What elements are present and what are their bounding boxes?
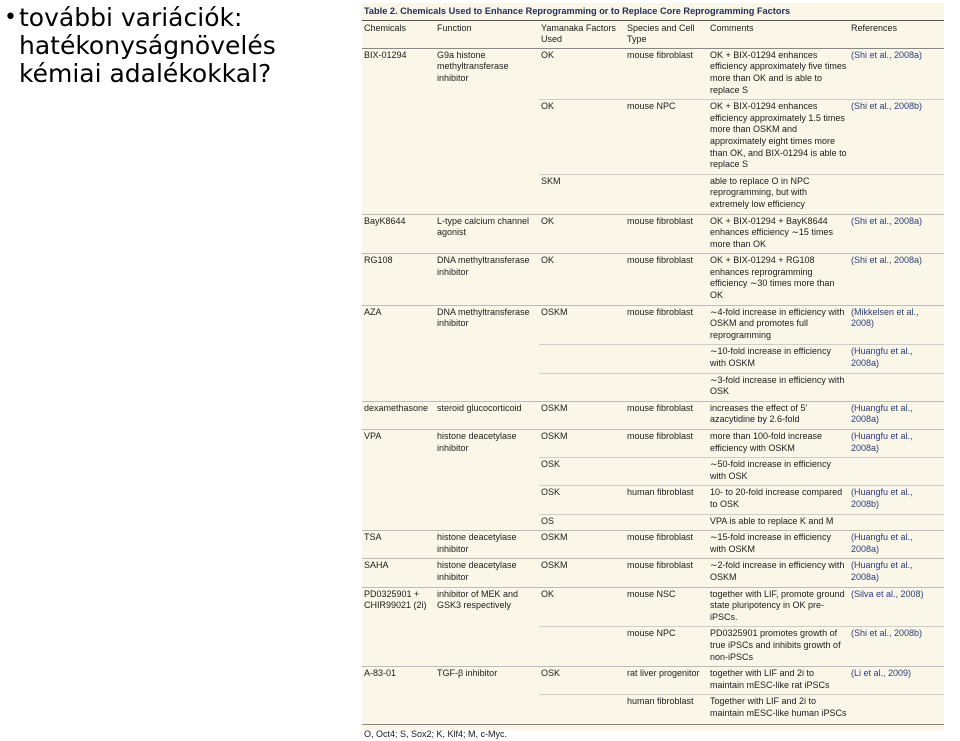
comment-cell: together with LIF, promote ground state pluripotency in OK pre-iPSCs. — [710, 588, 845, 622]
bullet-line: kémiai adalékokkal? — [19, 59, 272, 88]
table-row — [362, 531, 944, 559]
reference-cell — [849, 514, 944, 531]
function-cell: TGF-β inhibitor — [437, 668, 498, 679]
species-cell: mouse NPC — [625, 100, 708, 175]
table-title: Table 2. Chemicals Used to Enhance Reprogramming or to Replace Core Reprogramming Factors — [364, 6, 791, 16]
reference-cell: (Silva et al., 2008) — [851, 588, 924, 599]
factors-cell — [539, 695, 625, 723]
comment-cell: 10- to 20-fold increase compared to OSK — [708, 486, 849, 514]
reference-cell: (Shi et al., 2008a) — [851, 215, 923, 226]
function-cell: histone deacetylase inhibitor — [437, 560, 517, 582]
reference-cell: (Huangfu et al., 2008a) — [851, 532, 913, 554]
table-row — [362, 667, 944, 695]
factors-cell — [539, 345, 625, 373]
header-function: Function — [437, 22, 472, 33]
comment-cell: ∼4-fold increase in efficiency with OSKM and promotes full reprogramming — [710, 306, 845, 340]
chemical-cell: BIX-01294 — [364, 49, 407, 60]
bullet-line: további variációk: — [19, 3, 243, 32]
header-species: Species and Cell Type — [627, 22, 695, 45]
species-cell: human fibroblast — [625, 486, 708, 514]
species-cell: mouse fibroblast — [627, 431, 694, 441]
comment-cell: ∼10-fold increase in efficiency with OSKM — [708, 345, 849, 373]
reference-cell: (Huangfu et al., 2008a) — [849, 345, 944, 373]
factors-cell: OSKM — [541, 306, 568, 317]
species-cell: mouse fibroblast — [627, 532, 694, 543]
comment-cell: OK + BIX-01294 + RG108 enhances reprogramming efficiency ∼30 times more than OK — [710, 255, 835, 301]
reference-cell: (Shi et al., 2008a) — [851, 49, 923, 60]
table-row — [362, 305, 944, 345]
comment-cell: ∼15-fold increase in efficiency with OSKM — [710, 532, 831, 554]
table-row — [362, 401, 944, 429]
table-row — [362, 430, 944, 458]
function-cell: DNA methyltransferase inhibitor — [437, 255, 530, 277]
reference-cell: (Huangfu et al., 2008a) — [851, 560, 913, 582]
reference-cell: (Shi et al., 2008b) — [849, 627, 944, 667]
comment-cell: ∼2-fold increase in efficiency with OSKM — [710, 560, 845, 582]
table-row — [362, 254, 944, 305]
table-image — [362, 3, 944, 740]
reference-cell — [849, 174, 944, 214]
reference-cell: (Shi et al., 2008a) — [851, 255, 923, 266]
header-chemicals: Chemicals — [364, 22, 407, 33]
reference-cell: (Li et al., 2009) — [851, 668, 912, 679]
factors-cell: OS — [539, 514, 625, 531]
function-cell: L-type calcium channel agonist — [437, 215, 530, 238]
reference-cell — [849, 695, 944, 723]
species-cell — [625, 514, 708, 531]
header-comments: Comments — [710, 22, 754, 33]
comment-cell: together with LIF and 2i to maintain mESC-like rat iPSCs — [710, 668, 830, 690]
species-cell — [625, 345, 708, 373]
comment-cell: able to replace O in NPC reprogramming, but with extremely low efficiency — [708, 174, 849, 214]
table-row — [362, 587, 944, 627]
species-cell: rat liver progenitor — [627, 668, 700, 679]
species-cell — [625, 174, 708, 214]
comment-cell: Together with LIF and 2i to maintain mESC-like human iPSCs — [708, 695, 849, 723]
chemical-cell: dexamethasone — [364, 402, 429, 413]
species-cell: human fibroblast — [625, 695, 708, 723]
factors-cell: OK — [541, 588, 555, 599]
factors-cell: OK — [541, 255, 555, 266]
factors-cell: OSK — [539, 458, 625, 486]
slide-bullet — [4, 4, 354, 88]
comment-cell: VPA is able to replace K and M — [708, 514, 849, 531]
species-cell: mouse fibroblast — [627, 306, 694, 317]
factors-cell — [539, 373, 625, 401]
chemical-cell: SAHA — [364, 560, 389, 571]
chemical-cell: PD0325901 + CHIR99021 (2i) — [364, 588, 427, 611]
chemical-cell: BayK8644 — [364, 215, 406, 226]
table-row — [362, 214, 944, 254]
factors-cell: OK — [541, 215, 555, 226]
header-factors: Yamanaka Factors Used — [541, 22, 616, 45]
factors-cell: OSKM — [541, 560, 568, 571]
function-cell: histone deacetylase inhibitor — [437, 431, 517, 453]
bullet-line: hatékonyságnövelés — [19, 31, 276, 60]
factors-cell — [539, 627, 625, 667]
species-cell: mouse NPC — [625, 627, 708, 667]
comment-cell: more than 100-fold increase efficiency with OSKM — [710, 431, 823, 453]
reference-cell — [849, 458, 944, 486]
factors-cell: SKM — [539, 174, 625, 214]
function-cell: DNA methyltransferase inhibitor — [437, 306, 530, 329]
factors-cell: OK — [539, 100, 625, 175]
function-cell: inhibitor of MEK and GSK3 respectively — [437, 588, 519, 611]
reference-cell: (Huangfu et al., 2008a) — [851, 431, 913, 453]
reference-cell — [849, 373, 944, 401]
comment-cell: ∼3-fold increase in efficiency with OSK — [708, 373, 849, 401]
comment-cell: PD0325901 promotes growth of true iPSCs and inhibits growth of non-iPSCs — [708, 627, 849, 667]
species-cell: mouse fibroblast — [627, 215, 694, 226]
bullet-text — [4, 4, 354, 88]
species-cell — [625, 373, 708, 401]
comment-cell: OK + BIX-01294 + BayK8644 enhances efficiency ∼15 times more than OK — [710, 215, 833, 249]
species-cell: mouse fibroblast — [627, 255, 694, 266]
header-references: References — [851, 22, 898, 33]
reference-cell: (Huangfu et al., 2008a) — [851, 402, 913, 425]
comment-cell: OK + BIX-01294 enhances efficiency approximately five times more than OK and is able to replace S — [710, 49, 847, 95]
species-cell — [625, 458, 708, 486]
factors-cell: OSK — [541, 668, 561, 679]
chemical-cell: TSA — [364, 532, 382, 543]
chemical-cell: A-83-01 — [364, 668, 397, 679]
function-cell: steroid glucocorticoid — [437, 402, 522, 413]
comment-cell: ∼50-fold increase in efficiency with OSK — [708, 458, 849, 486]
function-cell: G9a histone methyltransferase inhibitor — [437, 49, 509, 83]
reference-cell: (Mikkelsen et al., 2008) — [851, 306, 919, 329]
table-footnote: O, Oct4; S, Sox2; K, Klf4; M, c-Myc. — [362, 724, 944, 741]
species-cell: mouse fibroblast — [627, 560, 694, 571]
comment-cell: OK + BIX-01294 enhances efficiency approximately 1.5 times more than OSKM and approximately eight times more than OK, and BIX-01294 is able to replace S — [708, 100, 849, 175]
comment-cell: increases the effect of 5′ azacytidine by 2.6-fold — [710, 402, 808, 425]
factors-cell: OK — [541, 49, 555, 60]
chemical-cell: VPA — [364, 431, 382, 441]
function-cell: histone deacetylase inhibitor — [437, 532, 517, 554]
factors-cell: OSKM — [541, 431, 568, 441]
bullet-dot-icon: • — [4, 5, 17, 30]
reference-cell: (Huangfu et al., 2008b) — [849, 486, 944, 514]
table-body — [362, 48, 944, 722]
species-cell: mouse NSC — [627, 588, 676, 599]
factors-cell: OSK — [539, 486, 625, 514]
factors-cell: OSKM — [541, 532, 568, 543]
table-row — [362, 559, 944, 587]
species-cell: mouse fibroblast — [627, 49, 694, 60]
chemical-cell: AZA — [364, 306, 382, 317]
reference-cell: (Shi et al., 2008b) — [849, 100, 944, 175]
species-cell: mouse fibroblast — [627, 402, 694, 413]
table-header-row — [362, 21, 944, 49]
chemicals-table — [362, 21, 944, 723]
chemical-cell: RG108 — [364, 255, 393, 266]
table-row — [362, 48, 944, 99]
factors-cell: OSKM — [541, 402, 568, 413]
